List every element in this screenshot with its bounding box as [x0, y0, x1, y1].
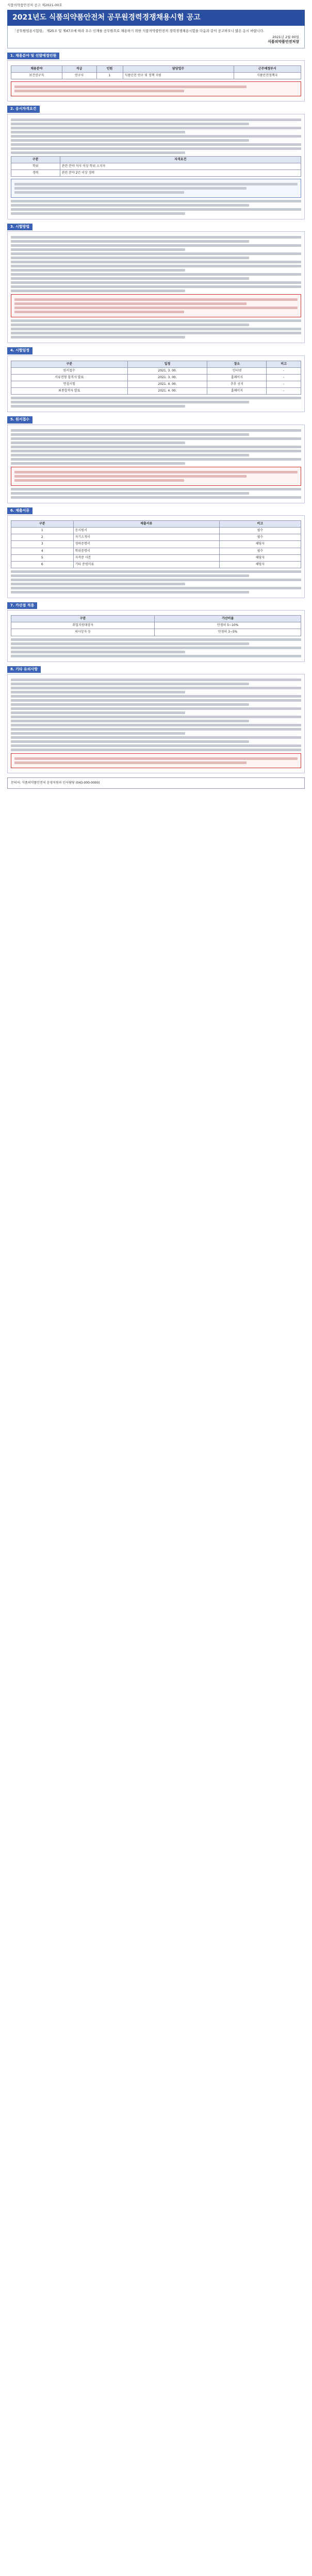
table-row	[11, 163, 301, 170]
table-row	[11, 541, 301, 548]
header-note: 식품의약품안전처 공고 제2021-00호	[7, 3, 62, 7]
cell: 1	[96, 73, 123, 79]
section-title: 8. 기타 유의사항	[7, 666, 41, 673]
intro-text: 「공무원임용시험령」 제25조 및 제47조에 따라 우수 인재를 공무원으로 채용하기 위한 식품의약품안전처 경력경쟁채용시험을 다음과 같이 공고하오니 많은 응시 바랍니다.	[13, 28, 265, 33]
cell: 2	[11, 534, 74, 541]
col-header: 구분	[11, 521, 74, 528]
cell: 의사상자 등	[11, 629, 155, 636]
cell: 해당자	[219, 554, 301, 561]
section-title: 5. 원서접수	[7, 416, 32, 423]
section-7	[7, 602, 305, 662]
cell: 2021. 4. 00.	[127, 388, 207, 395]
intro-box	[7, 26, 305, 48]
table-row	[11, 528, 301, 534]
cell: 식품안전정책국	[234, 73, 301, 79]
section-title: 2. 응시자격요건	[7, 106, 40, 112]
notice-box	[11, 294, 301, 317]
col-header: 자격요건	[60, 156, 301, 163]
cell: 식품안전 연구 및 정책 지원	[123, 73, 234, 79]
date: 2021년 2월 00일	[272, 35, 299, 40]
page-title: 2021년도 식품의약품안전처 공무원경력경쟁채용시험 공고	[7, 10, 305, 26]
col-header: 장소	[207, 361, 267, 367]
section-title: 1. 채용분야 및 선발예정인원	[7, 53, 59, 59]
cell: 2021. 3. 00.	[127, 375, 207, 381]
cell: 학위증명서	[73, 548, 219, 554]
cell: 자기소개서	[73, 534, 219, 541]
section-8	[7, 666, 305, 773]
cell: 1	[11, 528, 74, 534]
cell: 관련 분야 석사 이상 학위 소지자	[60, 163, 301, 170]
document	[7, 3, 305, 789]
cell: 경력증명서	[73, 541, 219, 548]
notice-box	[11, 467, 301, 486]
cell: 5	[11, 554, 74, 561]
cell: 홈페이지	[207, 388, 267, 395]
cell: 2021. 3. 00.	[127, 367, 207, 374]
table-row	[11, 622, 301, 629]
cell: 응시원서	[73, 528, 219, 534]
cell: 2021. 4. 00.	[127, 381, 207, 388]
cell: 필수	[219, 528, 301, 534]
documents-table	[11, 520, 301, 568]
section-2	[7, 106, 305, 219]
cell: 해당자	[219, 561, 301, 568]
cell: -	[267, 375, 301, 381]
notice-box	[11, 81, 301, 96]
cell: 해당자	[219, 541, 301, 548]
col-header: 가산비율	[155, 616, 301, 622]
section-1	[7, 53, 305, 102]
cell: 필수	[219, 534, 301, 541]
col-header: 비고	[219, 521, 301, 528]
table-row	[11, 73, 301, 79]
contact-text: 문의처: 식품의약품안전처 운영지원과 인사담당 (043-000-0000)	[11, 781, 100, 785]
cell: 연구사	[62, 73, 96, 79]
table-row	[11, 534, 301, 541]
cell: 추후 공지	[207, 381, 267, 388]
org: 식품의약품안전처장	[268, 40, 299, 44]
bonus-table	[11, 615, 301, 636]
table-row	[11, 554, 301, 561]
cell: 취업지원대상자	[11, 622, 155, 629]
table-row	[11, 381, 301, 388]
cell: 만점의 3~5%	[155, 629, 301, 636]
cell: -	[267, 367, 301, 374]
cell: 자격증 사본	[73, 554, 219, 561]
cell: 원서접수	[11, 367, 128, 374]
cell: 경력	[11, 170, 60, 176]
section-title: 3. 시험방법	[7, 224, 32, 230]
section-3	[7, 224, 305, 343]
cell: 관련 분야 2년 이상 경력	[60, 170, 301, 176]
cell: 서류전형 합격자 발표	[11, 375, 128, 381]
col-header: 담당업무	[123, 66, 234, 73]
recruit-table	[11, 65, 301, 79]
section-title: 4. 시험일정	[7, 347, 32, 354]
cell: 보건연구직	[11, 73, 62, 79]
cell: 4	[11, 548, 74, 554]
cell: -	[267, 388, 301, 395]
section-5	[7, 416, 305, 503]
cell: 면접시험	[11, 381, 128, 388]
col-header: 구분	[11, 616, 155, 622]
section-6	[7, 507, 305, 598]
qualification-table	[11, 156, 301, 177]
cell: 인터넷	[207, 367, 267, 374]
table-row	[11, 548, 301, 554]
section-4	[7, 347, 305, 412]
col-header: 비고	[267, 361, 301, 367]
col-header: 제출서류	[73, 521, 219, 528]
contact-box	[7, 777, 305, 789]
section-title: 6. 제출서류	[7, 507, 32, 514]
table-row	[11, 561, 301, 568]
cell: 홈페이지	[207, 375, 267, 381]
table-row	[11, 629, 301, 636]
cell: 학위	[11, 163, 60, 170]
col-header: 직급	[62, 66, 96, 73]
cell: -	[267, 381, 301, 388]
col-header: 일정	[127, 361, 207, 367]
info-box	[11, 179, 301, 198]
cell: 기타 증빙서류	[73, 561, 219, 568]
cell: 필수	[219, 548, 301, 554]
table-row	[11, 388, 301, 395]
col-header: 구분	[11, 361, 128, 367]
section-title: 7. 가산점 적용	[7, 602, 37, 609]
col-header: 구분	[11, 156, 60, 163]
schedule-table	[11, 361, 301, 395]
cell: 최종합격자 발표	[11, 388, 128, 395]
cell: 만점의 5~10%	[155, 622, 301, 629]
col-header: 인원	[96, 66, 123, 73]
col-header: 근무예정부서	[234, 66, 301, 73]
table-row	[11, 367, 301, 374]
cell: 6	[11, 561, 74, 568]
table-row	[11, 170, 301, 176]
cell: 3	[11, 541, 74, 548]
notice-box	[11, 753, 301, 768]
table-row	[11, 375, 301, 381]
col-header: 채용분야	[11, 66, 62, 73]
